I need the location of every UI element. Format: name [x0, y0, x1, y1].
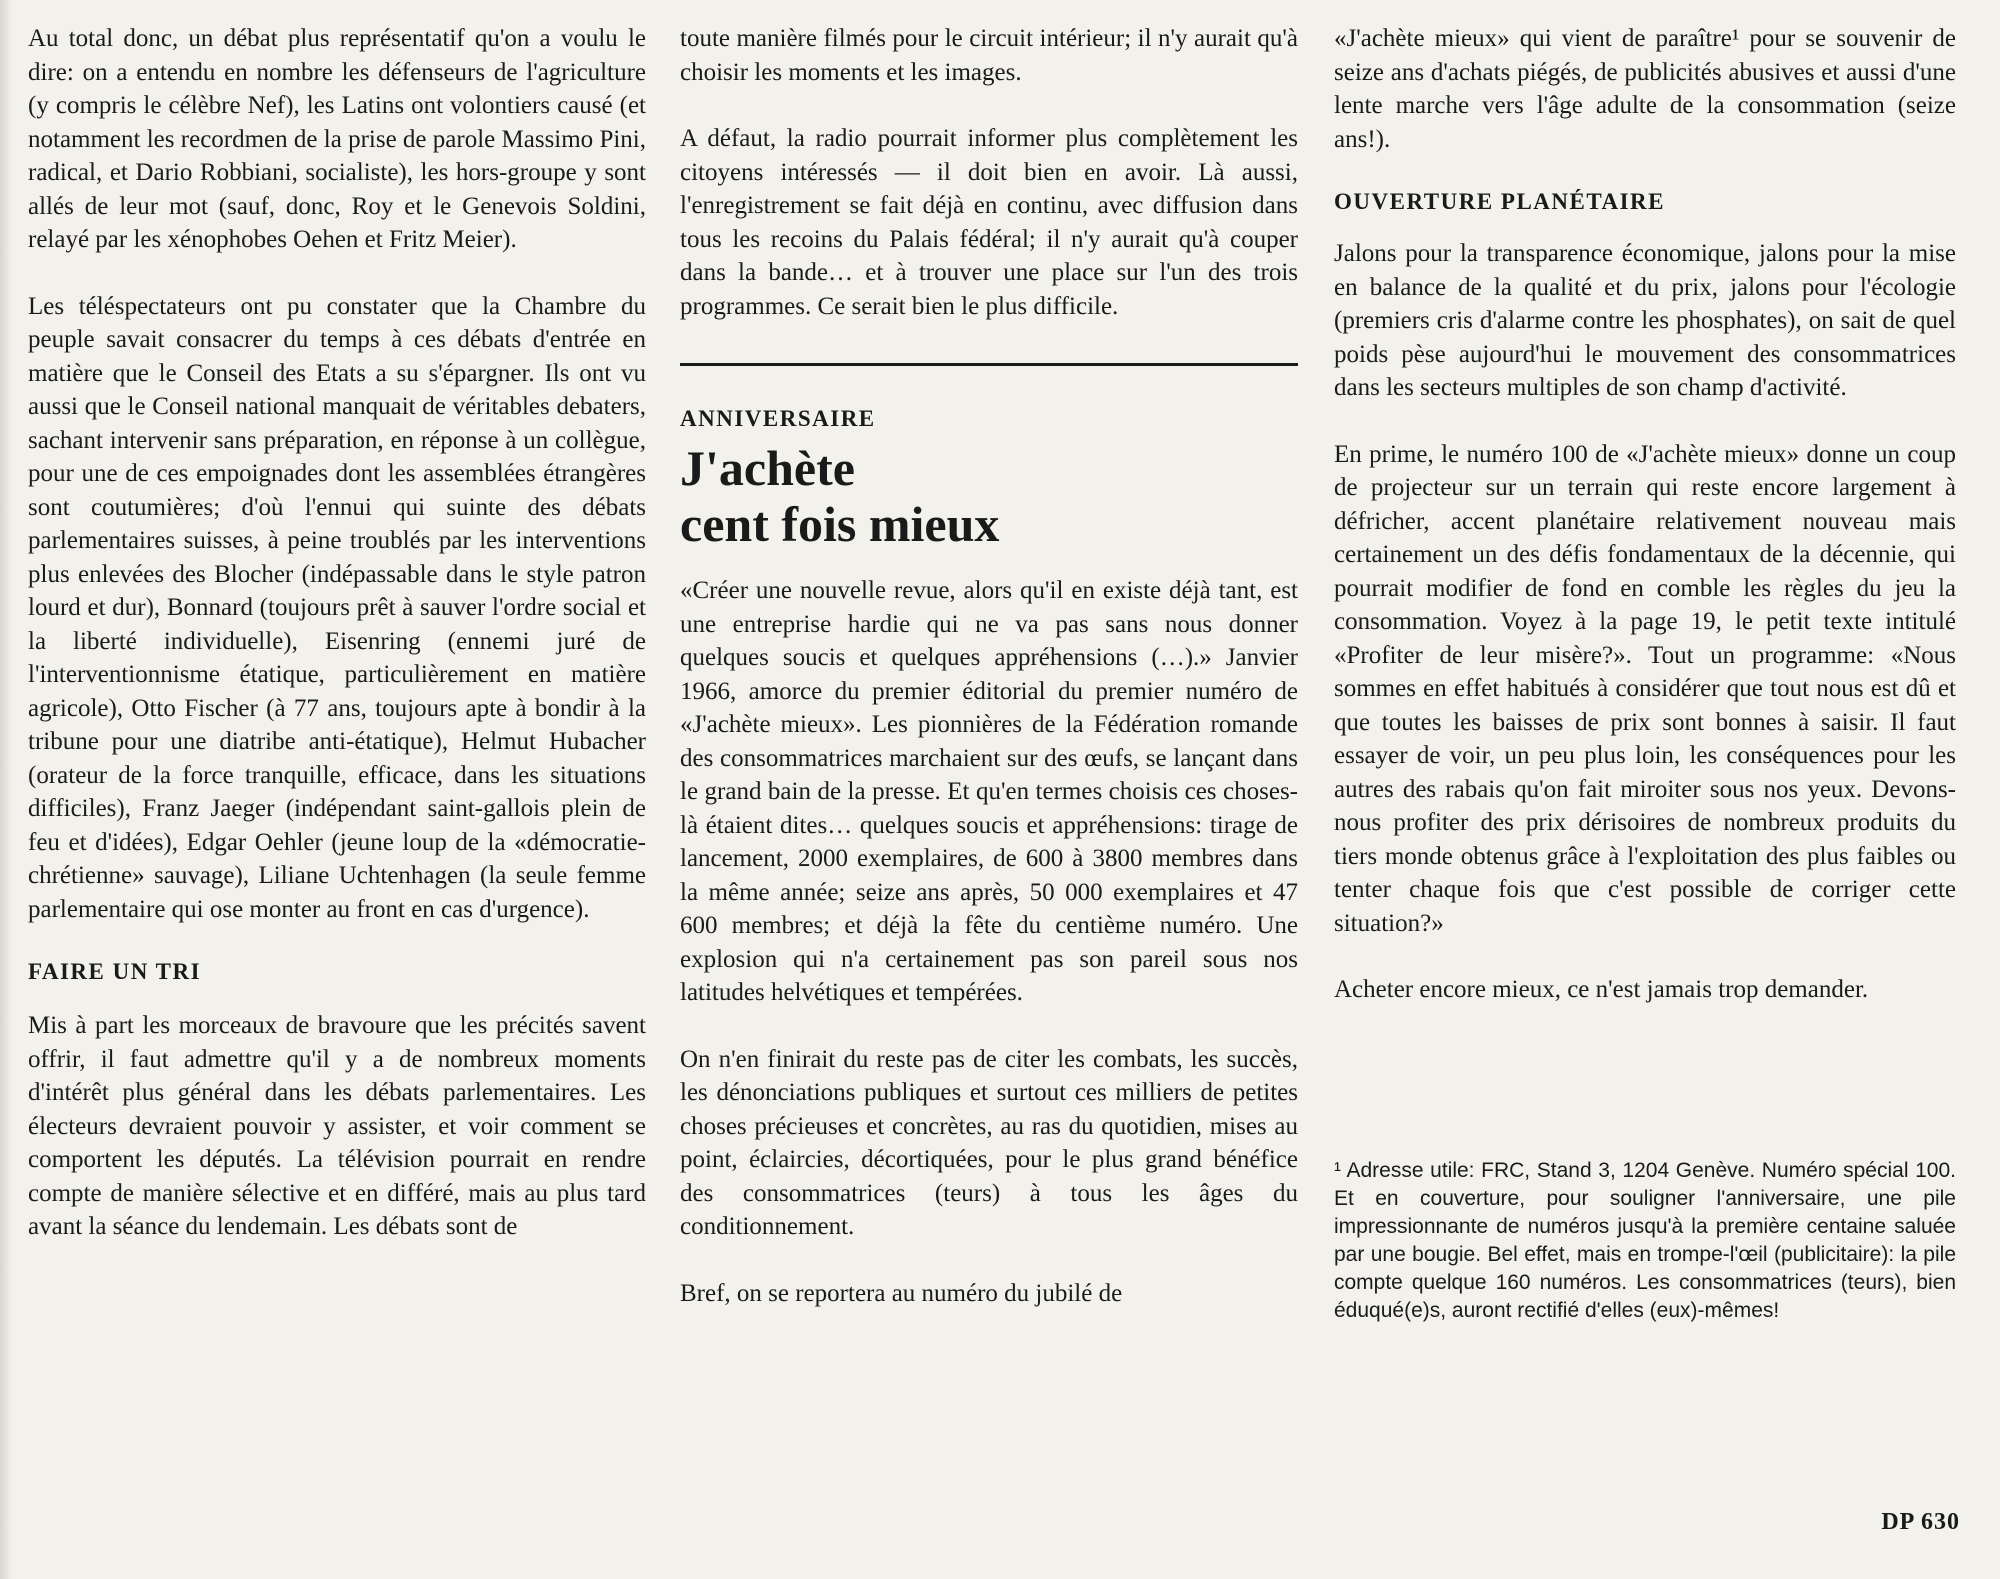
page-edge-shadow [0, 0, 12, 1579]
footnote: ¹ Adresse utile: FRC, Stand 3, 1204 Genève. Numéro spécial 100. Et en couverture, pour souligner l'anniversaire, une pile impressionnante de numéros jusqu'à la première centaine saluée par une bougie. Bel effet, mais en trompe-l'œil (publicitaire): la pile compte quelque 160 numéros. Les consommatrices (teurs), bien éduqué(e)s, auront rectifié d'elles (eux)-mêmes! [1334, 1158, 1956, 1322]
page-number: DP 630 [1881, 1509, 1960, 1535]
col1-paragraph-1: Au total donc, un débat plus représentatif qu'on a voulu le dire: on a entendu en nombre les défenseurs de l'agriculture (y compris le célèbre Nef), les Latins ont volontiers causé (et notamment les recordmen de la prise de parole Massimo Pini, radical, et Dario Robbiani, socialiste), les hors-groupe y sont allés de leur mot (sauf, donc, Roy et le Genevois Soldini, relayé par les xénophobes Oehen et Fritz Meier). [28, 25, 646, 253]
col3-paragraph-2: Jalons pour la transparence économique, jalons pour la mise en balance de la qualité et du prix, jalons pour l'écologie (premiers cris d'alarme contre les phosphates), on sait de quel poids pèse aujourd'hui le mouvement des consommatrices dans les secteurs multiples de son champ d'activité. [1334, 240, 1956, 401]
col1-paragraph-3: Mis à part les morceaux de bravoure que les précités savent offrir, il faut admettre qu'il y a de nombreux moments d'intérêt plus général dans les débats parlementaires. Les électeurs devraient pouvoir y assister, et voir comment se comportent les députés. La télévision pourrait en rendre compte de manière sélective et en différé, mais au plus tard avant la séance du lendemain. Les débats sont de [28, 1012, 646, 1240]
col1-paragraph-2: Les téléspectateurs ont pu constater que la Chambre du peuple savait consacrer du temps à ces débats d'entrée en matière que le Conseil des Etats a su s'épargner. Ils ont vu aussi que le Conseil national manquait de véritables debaters, sachant intervenir sans préparation, en réponse à un collègue, pour une de ces empoignades dont les assemblées étrangères sont coutumières; d'où l'ennui qui suinte des débats parlementaires suisses, à peine troublés par les interventions plus enlevées des Blocher (indépassable dans le style patron lourd et dur), Bonnard (toujours prêt à sauver l'ordre social et la liberté individuelle), Eisenring (ennemi juré de l'interventionnisme étatique, particulièrement en matière agricole), Otto Fischer (à 77 ans, toujours apte à bondir à la tribune pour une diatribe anti-étatique), Helmut Hubacher (orateur de la force tranquille, efficace, dans les situations difficiles), Franz Jaeger (indépendant saint-gallois plein de feu et d'idées), Edgar Oehler (jeune loup de la «démocratie-chrétienne» sauvage), Liliane Uchtenhagen (la seule femme parlementaire qui ose monter au front en cas d'urgence). [28, 292, 646, 923]
article-title-line-1: J'achète [680, 440, 855, 496]
column-2 [680, 22, 1298, 1343]
article-kicker: ANNIVERSAIRE [680, 406, 876, 431]
col3-paragraph-1: «J'achète mieux» qui vient de paraître¹ pour se souvenir de seize ans d'achats piégés, de publicités abusives et aussi d'une lente marche vers l'âge adulte de la consommation (seize ans!). [1334, 25, 1956, 153]
column-1 [28, 22, 646, 1277]
article-title-line-2: cent fois mieux [680, 496, 1000, 552]
col3-paragraph-3: En prime, le numéro 100 de «J'achète mieux» donne un coup de projecteur sur un terrain qui reste encore largement à défricher, accent planétaire relativement nouveau mais certainement un des défis fondamentaux de la décennie, qui pourrait modifier de fond en comble les règles du jeu la consommation. Voyez à la page 19, le petit texte intitulé «Profiter de leur misère?». Tout un programme: «Nous sommes en effet habitués à considérer que tout nous est dû et que toutes les baisses de prix sont bonnes à saisir. Il faut essayer de voir, un peu plus loin, les conséquences pour les autres des rabais qu'on fait miroiter sous nos yeux. Devons-nous profiter des prix dérisoires de nombreux produits du tiers monde obtenus grâce à l'exploitation des plus faibles ou tenter chaque fois que c'est possible de corriger cette situation?» [1334, 440, 1956, 937]
col2-paragraph-5: Bref, on se reportera au numéro du jubilé de [680, 1279, 1123, 1307]
article-title [680, 440, 1298, 552]
col2-paragraph-3: «Créer une nouvelle revue, alors qu'il en existe déjà tant, est une entreprise hardie qui ne va pas sans nous donner quelques soucis et quelques appréhensions (…).» Janvier 1966, amorce du premier éditorial du premier numéro de «J'achète mieux». Les pionnières de la Fédération romande des consommatrices marchaient sur des œufs, se lançant dans le grand bain de la presse. Et qu'en termes choisis ces choses-là étaient dites… quelques soucis et appréhensions: tirage de lancement, 2000 exemplaires, de 600 à 3800 membres dans la même année; seize ans après, 50 000 exemplaires et 47 600 membres; et déjà la fête du centième numéro. Une explosion qui n'a certainement pas son pareil sous nos latitudes helvétiques et tempérées. [680, 577, 1298, 1006]
col2-paragraph-2: A défaut, la radio pourrait informer plus complètement les citoyens intéressés — il doit bien en avoir. Là aussi, l'enregistrement se fait déjà en continu, avec diffusion dans tous les recoins du Palais fédéral; il n'y aurait qu'à couper dans la bande… et à trouver une place sur l'un des trois programmes. Ce serait bien le plus difficile. [680, 125, 1298, 320]
section-heading-faire-un-tri: FAIRE UN TRI [28, 959, 202, 984]
col2-paragraph-1: toute manière filmés pour le circuit intérieur; il n'y aurait qu'à choisir les moments et les images. [680, 25, 1298, 86]
col3-paragraph-4: Acheter encore mieux, ce n'est jamais trop demander. [1334, 976, 1869, 1003]
col2-paragraph-4: On n'en finirait du reste pas de citer les combats, les succès, les dénonciations publiques et surtout ces milliers de petites choses précieuses et concrètes, au ras du quotidien, mises au point, éclaircies, décortiquées, pour le plus grand bénéfice des consommatrices (teurs) à tous les âges du conditionnement. [680, 1045, 1298, 1240]
section-heading-ouverture-planetaire: OUVERTURE PLANÉTAIRE [1334, 189, 1665, 214]
column-3 [1334, 22, 1956, 1325]
section-divider-rule [680, 363, 1298, 366]
